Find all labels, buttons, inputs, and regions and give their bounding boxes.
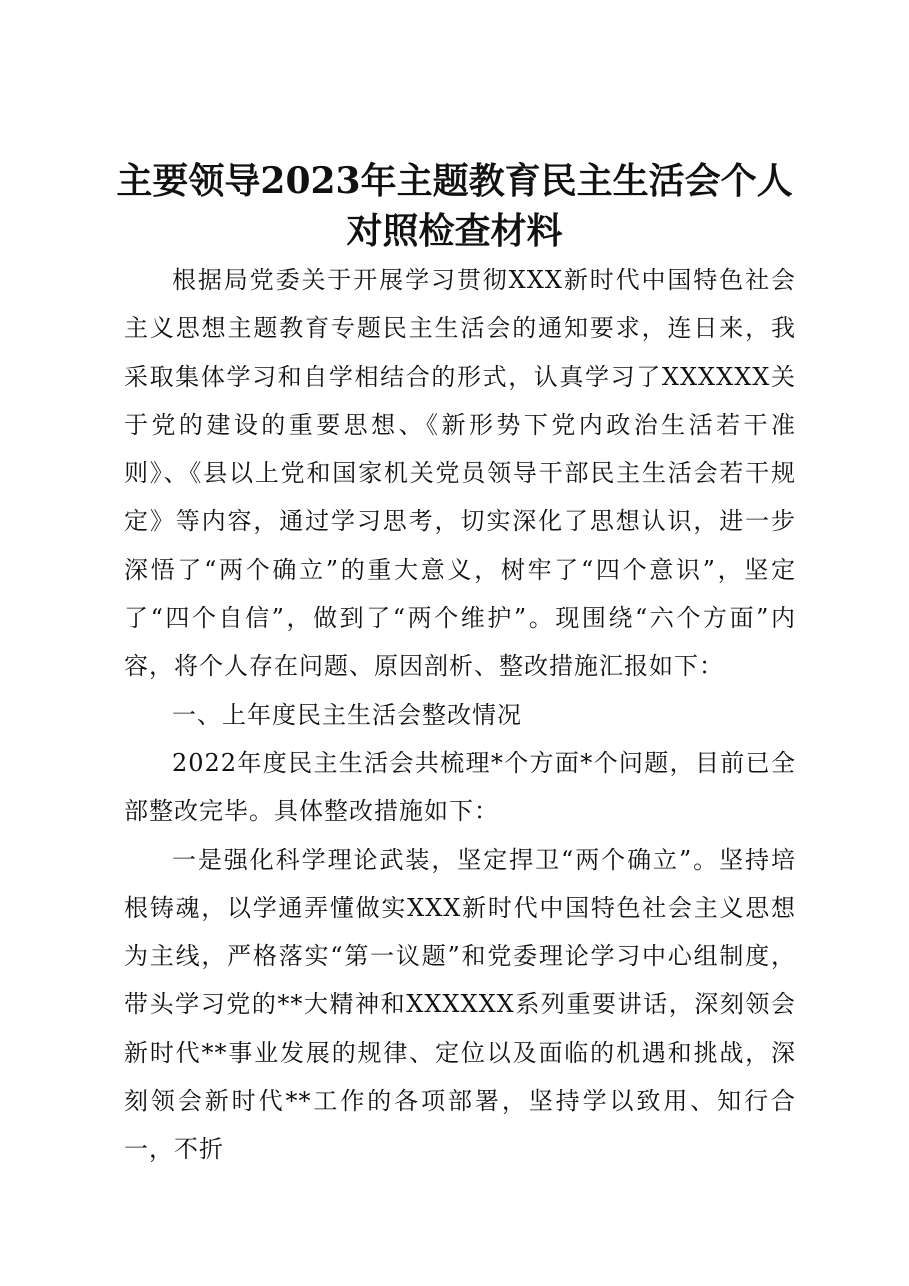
intro-paragraph: 根据局党委关于开展学习贯彻XXX新时代中国特色社会主义思想主题教育专题民主生活会的通知要求，连日来，我采取集体学习和自学相结合的形式，认真学习了XXXXXX关于党的建设的重要思想、《新形势下党内政治生活若干准则》、《县以上党和国家机关党员领导干部民主生活会若干规定》等内容，通过学习思考，切实深化了思想认识，进一步深悟了“两个确立”的重大意义，树牢了“四个意识”，坚定了“四个自信”，做到了“两个维护”。现围绕“六个方面”内容，将个人存在问题、原因剖析、整改措施汇报如下： bbox=[124, 266, 796, 681]
document-title: 主要领导2023年主题教育民主生活会个人对照检查材料 bbox=[116, 160, 793, 252]
section-heading: 一、上年度民主生活会整改情况 bbox=[172, 700, 522, 729]
summary-paragraph: 2022年度民主生活会共梳理*个方面*个问题，目前已全部整改完毕。具体整改措施如下： bbox=[124, 748, 796, 826]
document-body bbox=[124, 256, 796, 1174]
measure-paragraph: 一是强化科学理论武装，坚定捍卫“两个确立”。坚持培根铸魂，以学通弄懂做实XXX新时代中国特色社会主义思想为主线，严格落实“第一议题”和党委理论学习中心组制度，带头学习党的**大精神和XXXXXX系列重要讲话，深刻领会新时代**事业发展的规律、定位以及面临的机遇和挑战，深刻领会新时代**工作的各项部署，坚持学以致用、知行合一，不折 bbox=[124, 845, 796, 1164]
